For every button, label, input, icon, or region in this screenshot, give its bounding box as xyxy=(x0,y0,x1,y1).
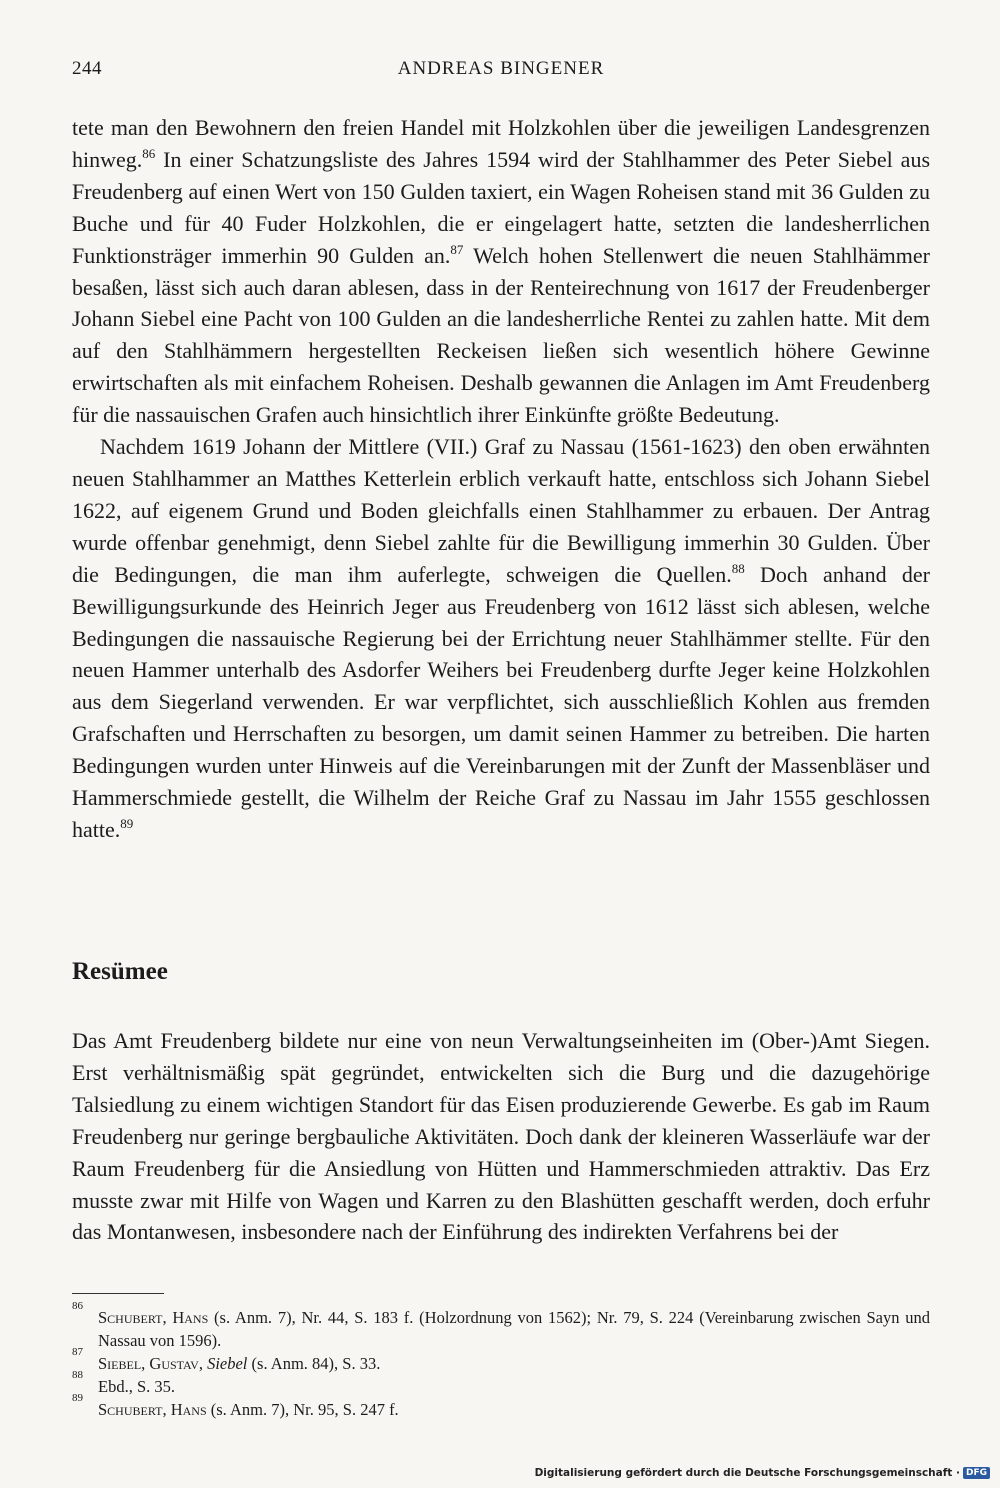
footnote-87: 87 Siebel, Gustav, Siebel (s. Anm. 84), S. 33. xyxy=(72,1346,381,1373)
footnote-ref-89[interactable]: 89 xyxy=(120,815,134,831)
paragraph-1 xyxy=(72,112,930,431)
footnote-text: Ebd., S. 35. xyxy=(98,1377,176,1396)
footnote-ref-87[interactable]: 87 xyxy=(450,241,464,257)
footnote-author: Schubert, Hans xyxy=(98,1400,207,1419)
paragraph-1-text-b: In einer Schatzungsliste des Jahres 1594 wird der Stahlhammer des Peter Siebel aus Freudenberg auf einen Wert von 150 Gulden taxiert, ein Wagen Roheisen stand mit 36 Gulden zu Buche und für 40 Fuder Holzkohlen, die er eingelagert hatte, setzten die landesherrlichen Funktionsträger immerhin 90 Gulden an. xyxy=(72,146,930,268)
footnote-title: Siebel xyxy=(207,1354,248,1373)
paragraph-1-text-a: tete man den Bewohnern den freien Handel mit Holzkohlen über die jeweiligen Landesgrenzen hinweg. xyxy=(72,115,930,172)
digitization-notice-text: Digitalisierung gefördert durch die Deutsche Forschungsgemeinschaft · xyxy=(534,1467,960,1479)
running-head-author: ANDREAS BINGENER xyxy=(397,58,605,79)
footnote-ref-86[interactable]: 86 xyxy=(142,145,156,161)
footnote-author: Schubert, Hans xyxy=(98,1308,209,1327)
paragraph-2-text-b: Doch anhand der Bewilligungsurkunde des Heinrich Jeger aus Freudenberg von 1612 lässt sich ablesen, welche Bedingungen die nassauische Regierung bei der Errichtung neuer Stahlhämmer stellte. Für den neuen Hammer unterhalb des Asdorfer Weihers bei Freudenberg durfte Jeger keine Holzkohlen aus dem Siegerland verwenden. Er war verpflichtet, sich ausschließlich Kohlen aus fremden Grafschaften und Herrschaften zu besorgen, um damit seinen Hammer zu betreiben. Die harten Bedingungen wurden unter Hinweis auf die Vereinbarungen mit der Zunft der Massenbläser und Hammerschmiede gestellt, die Wilhelm der Reiche Graf zu Nassau im Jahr 1555 geschlossen hatte. xyxy=(72,561,930,842)
page-number: 244 xyxy=(72,58,102,79)
footnote-89: 89 Schubert, Hans (s. Anm. 7), Nr. 95, S. 247 f. xyxy=(72,1392,399,1419)
footnote-text: (s. Anm. 7), Nr. 95, S. 247 f. xyxy=(206,1400,399,1419)
section-paragraph: Das Amt Freudenberg bildete nur eine von neun Verwaltungseinheiten im (Ober-)Amt Siegen. Erst verhältnismäßig spät gegründet, entwickelten sich die Burg und die dazugehörige Talsiedlung zu einem wichtigen Standort für das Eisen produzierende Gewerbe. Es gab im Raum Freudenberg nur geringe bergbauliche Aktivitäten. Doch dank der kleineren Wasserläufe war der Raum Freudenberg für die Ansiedlung von Hütten und Hammerschmieden attraktiv. Das Erz musste zwar mit Hilfe von Wagen und Karren zu den Blashütten geschafft werden, doch erfuhr das Montanwesen, insbesondere nach der Einführung des indirekten Verfahrens bei der xyxy=(72,1028,930,1245)
digitization-notice xyxy=(535,1467,990,1479)
paragraph-2 xyxy=(72,431,930,846)
footnote-86: 86 Schubert, Hans (s. Anm. 7), Nr. 44, S. 183 f. (Holzordnung von 1562); Nr. 79, S. 224 (Vereinbarung zwischen Sayn und Nassau von 1596). xyxy=(72,1300,930,1350)
footnote-divider xyxy=(72,1293,164,1294)
paragraph-1-text-c: Welch hohen Stellenwert die neuen Stahlhämmer besaßen, lässt sich auch daran ablesen, dass in der Renteirechnung von 1617 der Freudenberger Johann Siebel eine Pacht von 100 Gulden an die landesherrliche Rentei zu zahlen hatte. Mit dem auf den Stahlhämmern hergestellten Reckeisen ließen sich wesentlich höhere Gewinne erwirtschaften als mit einfachem Roheisen. Deshalb gewannen die Anlagen im Amt Freudenberg für die nassauischen Grafen auch hinsichtlich ihrer Einkünfte größte Bedeutung. xyxy=(72,242,931,428)
dfg-logo: DFG xyxy=(963,1467,990,1479)
paragraph-2-text-a: Nachdem 1619 Johann der Mittlere (VII.) Graf zu Nassau (1561-1623) den oben erwähnten neuen Stahlhammer an Matthes Ketterlein erblich verkauft hatte, entschloss sich Johann Siebel 1622, auf eigenem Grund und Boden gleichfalls einen Stahlhammer zu erbauen. Der Antrag wurde offenbar genehmigt, denn Siebel zahlte für die Bewilligung immerhin 30 Gulden. Über die Bedingungen, die man ihm auferlegte, schweigen die Quellen. xyxy=(72,434,930,587)
footnote-88: 88 Ebd., S. 35. xyxy=(72,1369,176,1396)
section-heading: Resümee xyxy=(72,958,168,985)
footnote-text: (s. Anm. 7), Nr. 44, S. 183 f. (Holzordnung von 1562); Nr. 79, S. 224 (Vereinbarung zwischen Sayn und Nassau von 1596). xyxy=(98,1308,930,1350)
body-text xyxy=(72,112,930,846)
footnote-author: Siebel, Gustav, xyxy=(98,1354,203,1373)
footnotes xyxy=(72,1300,930,1421)
footnote-text: (s. Anm. 84), S. 33. xyxy=(247,1354,381,1373)
footnote-ref-88[interactable]: 88 xyxy=(731,560,745,576)
